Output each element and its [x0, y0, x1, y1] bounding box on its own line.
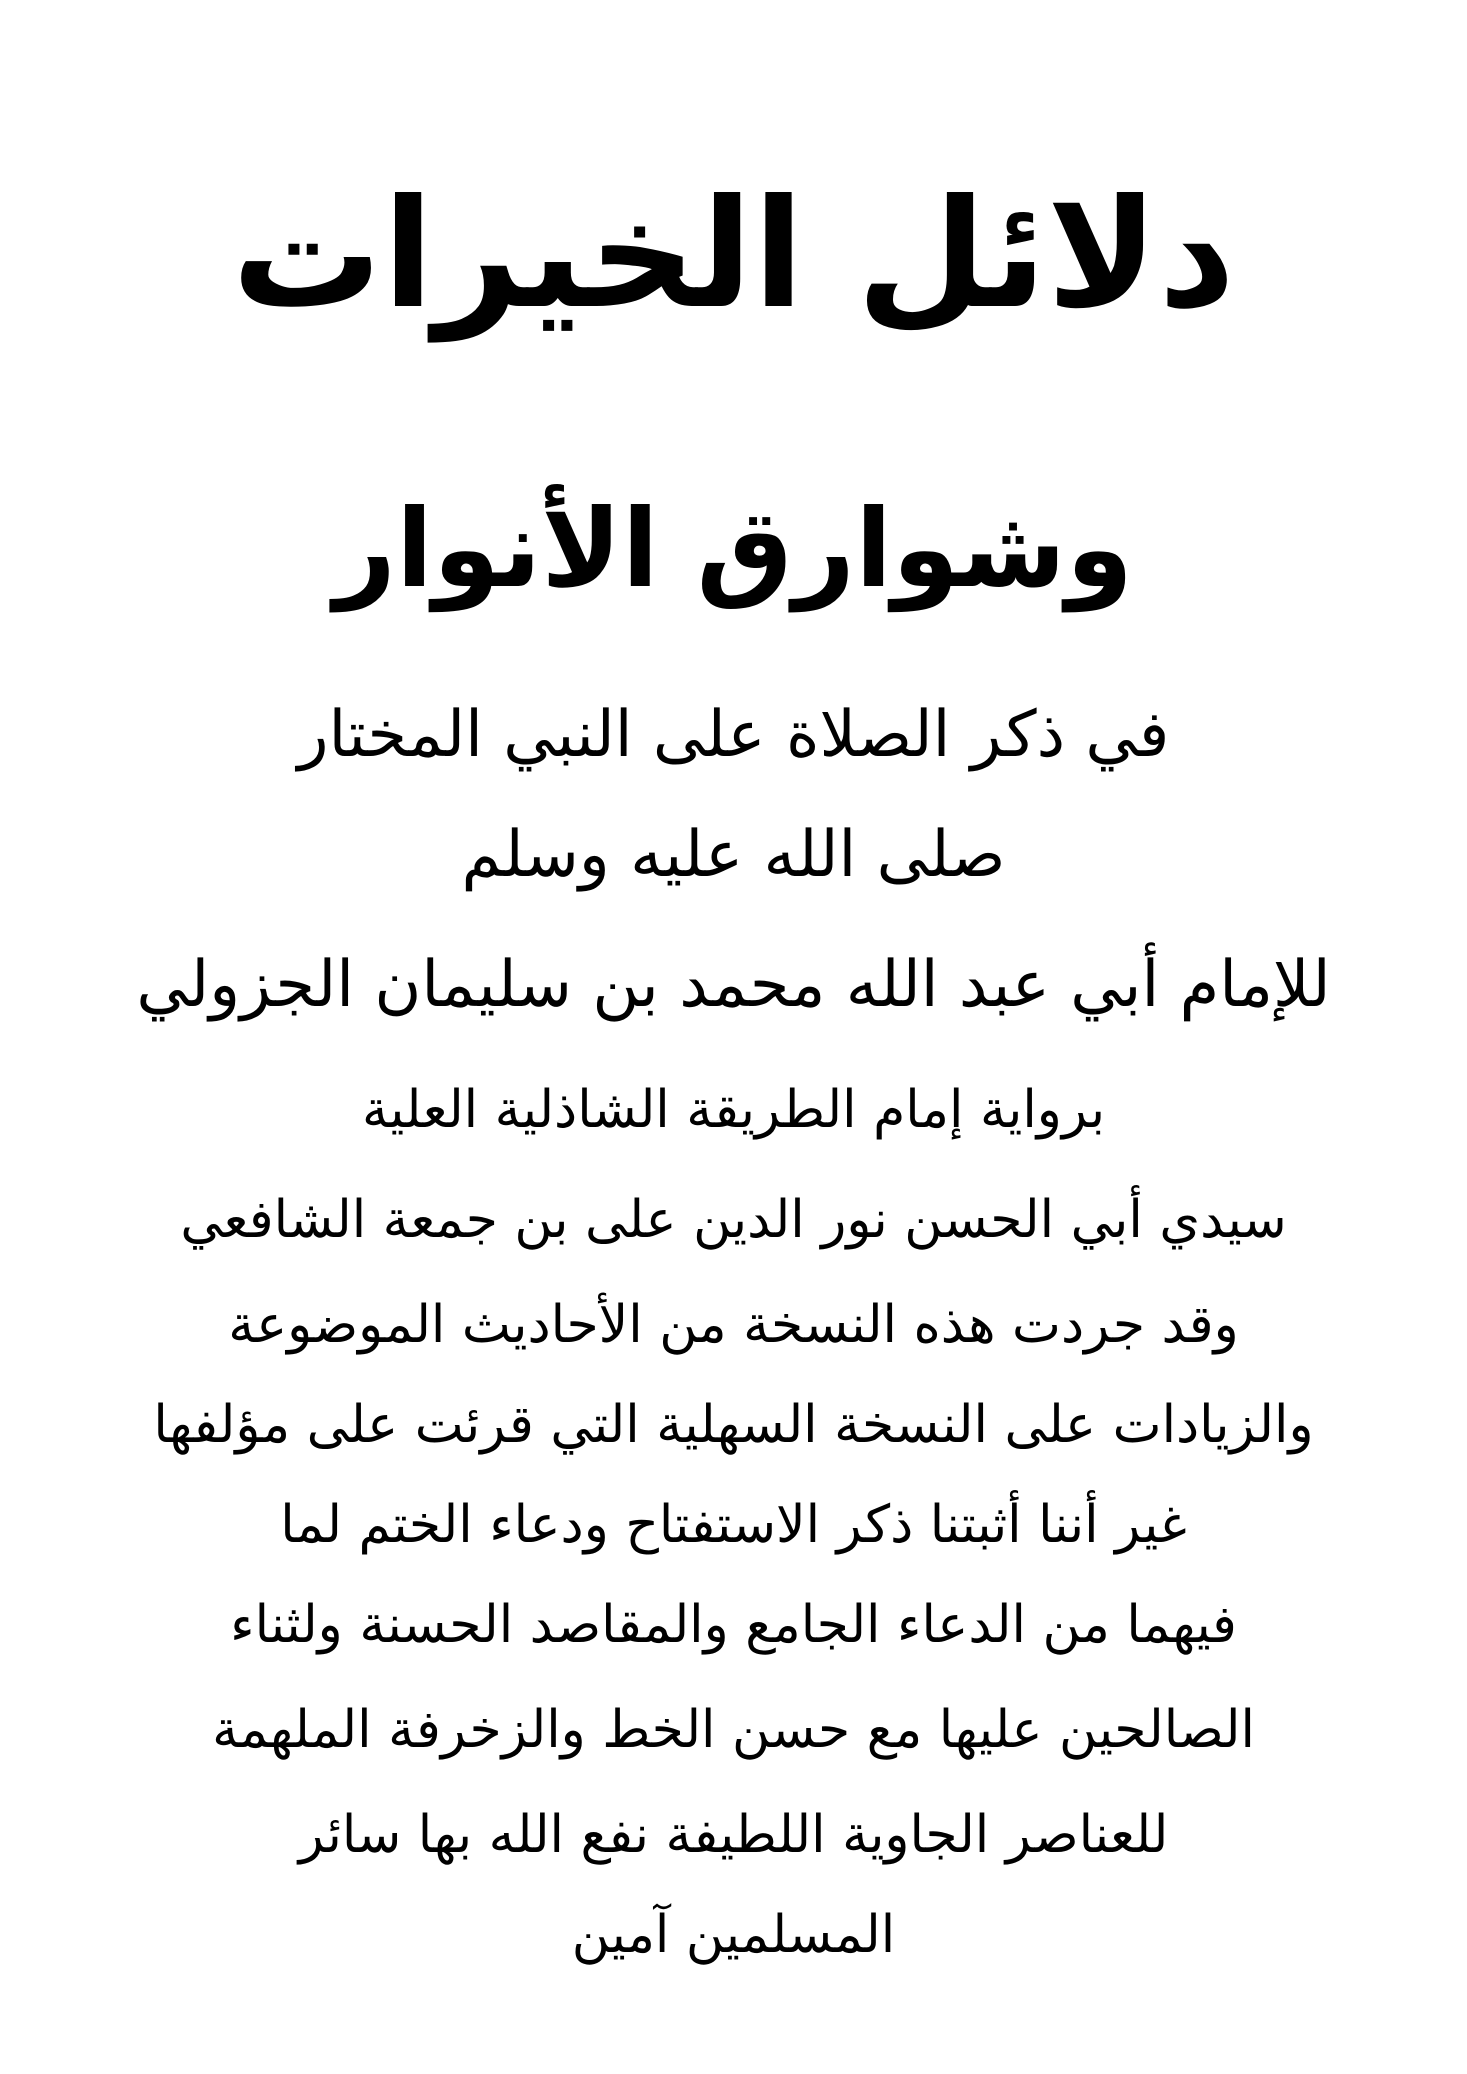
body-text-line: الصالحين عليها مع حسن الخط والزخرفة الملهمة — [212, 1700, 1255, 1760]
main-title-second-line: وشوارق الأنوار — [333, 487, 1134, 612]
body-text-line: للعناصر الجاوية اللطيفة نفع الله بها سائر — [298, 1805, 1169, 1865]
body-text-line: والزيادات على النسخة السهلية التي قرئت على مؤلفها — [153, 1395, 1314, 1455]
blessing-line: صلى الله عليه وسلم — [461, 818, 1006, 892]
body-text-line: فيهما من الدعاء الجامع والمقاصد الحسنة ولثناء — [230, 1595, 1237, 1655]
body-text-line: سيدي أبي الحسن نور الدين على بن جمعة الشافعي — [180, 1190, 1287, 1250]
body-text-line: غير أننا أثبتنا ذكر الاستفتاح ودعاء الختم لما — [280, 1495, 1187, 1555]
body-text-line: وقد جردت هذه النسخة من الأحاديث الموضوعة — [228, 1295, 1239, 1355]
body-text-line: المسلمين آمين — [571, 1905, 896, 1965]
body-text-line: برواية إمام الطريقة الشاذلية العلية — [361, 1080, 1106, 1140]
author-line: للإمام أبي عبد الله محمد بن سليمان الجزولي — [136, 948, 1331, 1022]
subtitle-line: في ذكر الصلاة على النبي المختار — [297, 698, 1170, 772]
main-title: دلائل الخيرات — [231, 168, 1236, 342]
